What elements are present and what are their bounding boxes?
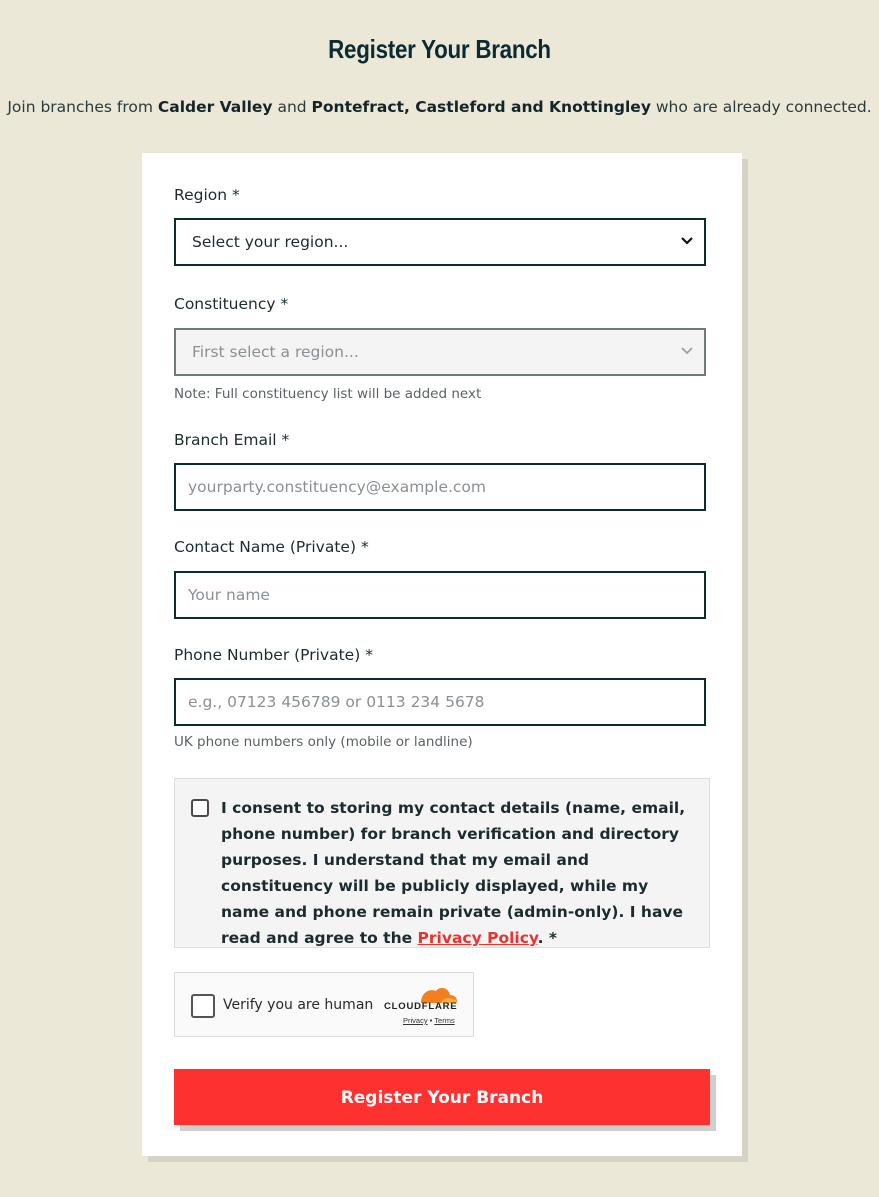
constituency-label: Constituency * [174, 295, 289, 313]
chevron-down-icon [680, 346, 694, 356]
cloudflare-wordmark: CLOUDFLARE [384, 1001, 458, 1012]
captcha-widget [174, 972, 474, 1037]
consent-box [174, 778, 710, 948]
privacy-policy-link[interactable]: Privacy Policy [417, 929, 538, 947]
page-title: Register Your Branch [328, 34, 551, 64]
branch-pontefract: Pontefract, Castleford and Knottingley [311, 98, 651, 116]
contact-name-label: Contact Name (Private) * [174, 538, 369, 556]
constituency-placeholder: First select a region... [192, 343, 359, 361]
consent-checkbox[interactable] [191, 799, 209, 817]
captcha-label: Verify you are human [223, 997, 374, 1013]
constituency-select[interactable] [174, 328, 706, 376]
consent-text: I consent to storing my contact details (name, email, phone number) for branch verification and directory purposes. I understand that my email and constituency will be publicly displayed, while my name and phone remain private (admin-only). I have read and agree to the Privacy Policy. * [221, 799, 686, 947]
email-field[interactable] [174, 463, 706, 511]
contact-name-placeholder: Your name [188, 586, 270, 604]
region-select-value: Select your region... [192, 233, 349, 251]
region-label: Region * [174, 186, 240, 204]
register-button[interactable]: Register Your Branch [174, 1069, 710, 1125]
phone-field[interactable] [174, 678, 706, 726]
email-label: Branch Email * [174, 431, 290, 449]
constituency-note: Note: Full constituency list will be added next [174, 386, 482, 402]
intro-text: Join branches from Calder Valley and Pontefract, Castleford and Knottingley who are already connected. [7, 98, 872, 116]
phone-label: Phone Number (Private) * [174, 646, 373, 664]
captcha-terms-link[interactable]: Terms [434, 1016, 455, 1025]
contact-name-field[interactable] [174, 571, 706, 619]
email-placeholder: yourparty.constituency@example.com [188, 478, 487, 496]
phone-placeholder: e.g., 07123 456789 or 0113 234 5678 [188, 693, 485, 711]
branch-calder-valley: Calder Valley [157, 98, 273, 116]
captcha-links: Privacy • Terms [403, 1016, 455, 1025]
captcha-privacy-link[interactable]: Privacy [403, 1016, 428, 1025]
region-select[interactable] [174, 218, 706, 266]
registration-form [142, 153, 742, 1156]
chevron-down-icon [680, 236, 694, 246]
phone-note: UK phone numbers only (mobile or landline) [174, 734, 473, 750]
captcha-checkbox[interactable] [191, 994, 215, 1018]
